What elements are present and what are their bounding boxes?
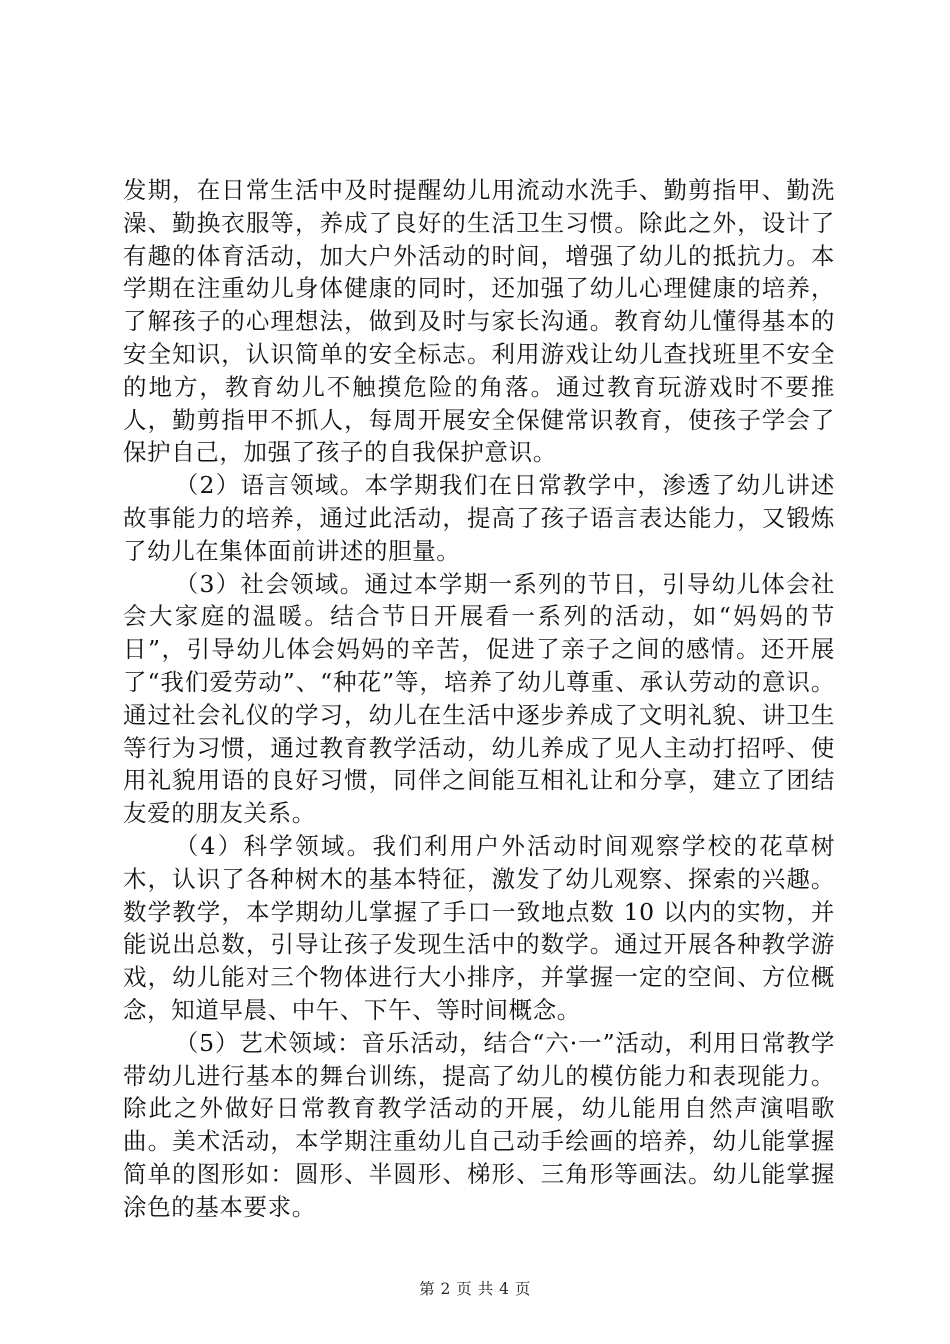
paragraph-art-domain: （5）艺术领域：音乐活动，结合“六·一”活动，利用日常教学带幼儿进行基本的舞台训练，提高了幼儿的模仿能力和表现能力。除此之外做好日常教育教学活动的开展，幼儿能用自然声演唱歌曲。美术活动，本学期注重幼儿自己动手绘画的培养，幼儿能掌握简单的图形如：圆形、半圆形、梯形、三角形等画法。幼儿能掌握涂色的基本要求。 (123, 1028, 835, 1221)
paragraph-language-domain: （2）语言领域。本学期我们在日常教学中，渗透了幼儿讲述故事能力的培养，通过此活动，提高了孩子语言表达能力，又锻炼了幼儿在集体面前讲述的胆量。 (123, 471, 835, 565)
page-number-footer: 第 2 页 共 4 页 (419, 1280, 531, 1298)
paragraph-health-continued: 发期，在日常生活中及时提醒幼儿用流动水洗手、勤剪指甲、勤洗澡、勤换衣服等，养成了良好的生活卫生习惯。除此之外，设计了有趣的体育活动，加大户外活动的时间，增强了幼儿的抵抗力。本学期在注重幼儿身体健康的同时，还加强了幼儿心理健康的培养，了解孩子的心理想法，做到及时与家长沟通。教育幼儿懂得基本的安全知识，认识简单的安全标志。利用游戏让幼儿查找班里不安全的地方，教育幼儿不触摸危险的角落。通过教育玩游戏时不要推人，勤剪指甲不抓人，每周开展安全保健常识教育，使孩子学会了保护自己，加强了孩子的自我保护意识。 (123, 176, 835, 467)
paragraph-social-domain: （3）社会领域。通过本学期一系列的节日，引导幼儿体会社会大家庭的温暖。结合节日开展看一系列的活动，如“妈妈的节日”，引导幼儿体会妈妈的辛苦，促进了亲子之间的感情。还开展了“我们爱劳动”、“种花”等，培养了幼儿尊重、承认劳动的意识。通过社会礼仪的学习，幼儿在生活中逐步养成了文明礼貌、讲卫生等行为习惯，通过教育教学活动，幼儿养成了见人主动打招呼、使用礼貌用语的良好习惯，同伴之间能互相礼让和分享，建立了团结友爱的朋友关系。 (123, 569, 835, 828)
document-body (123, 174, 835, 1224)
paragraph-science-domain: （4）科学领域。我们利用户外活动时间观察学校的花草树木，认识了各种树木的基本特征，激发了幼儿观察、探索的兴趣。数学教学，本学期幼儿掌握了手口一致地点数 10 以内的实物，并能说出总数，引导让孩子发现生活中的数学。通过开展各种教学游戏，幼儿能对三个物体进行大小排序，并掌握一定的空间、方位概念，知道早晨、中午、下午、等时间概念。 (123, 831, 835, 1024)
